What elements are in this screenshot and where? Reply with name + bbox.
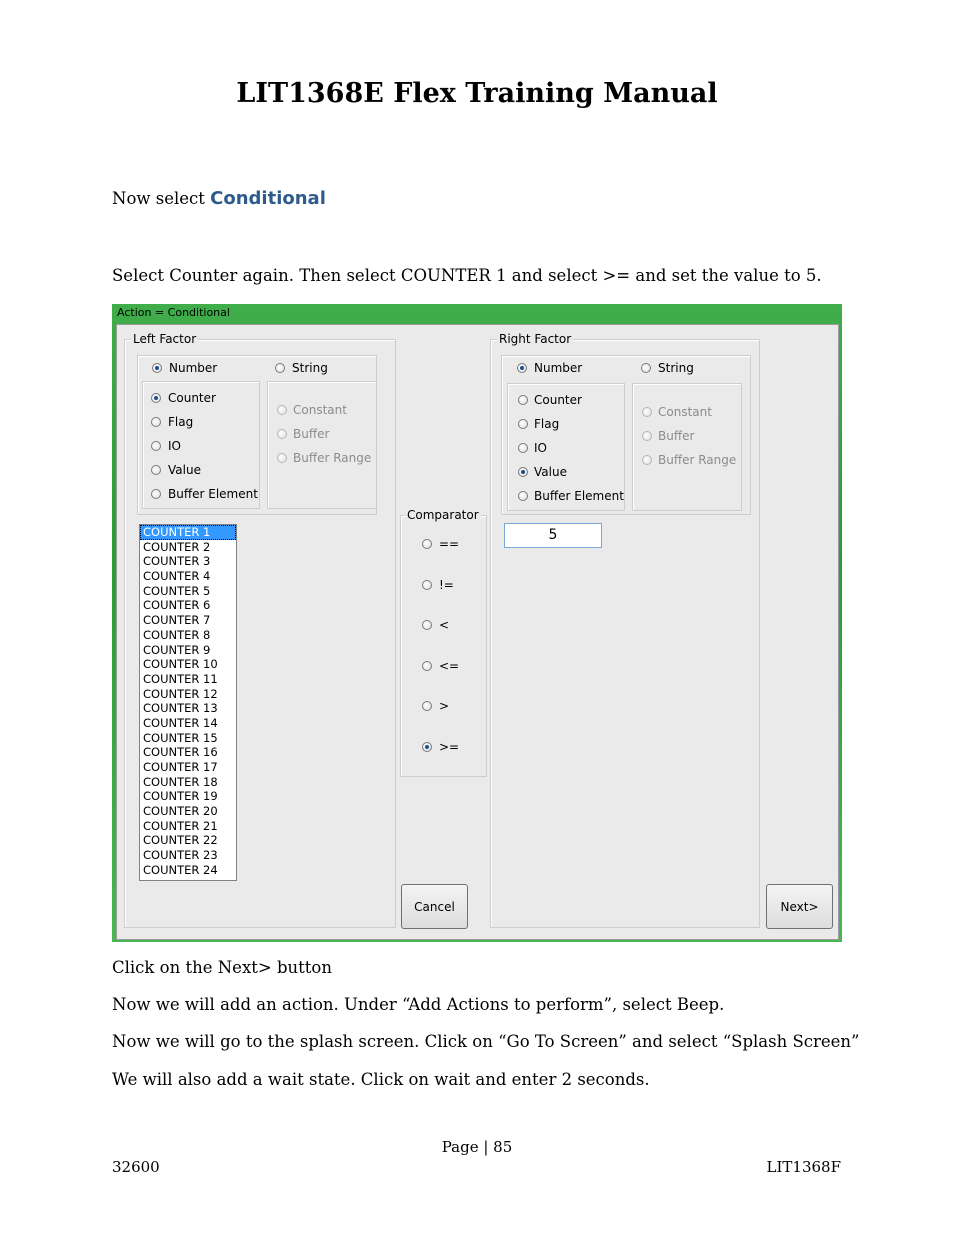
comparator-gte-label: >= (439, 740, 460, 754)
dialog-client-area (116, 324, 839, 940)
left-buffer-element-label: Buffer Element (168, 487, 258, 501)
right-string-options-frame (632, 383, 742, 511)
right-buffer-label: Buffer (658, 429, 695, 443)
conditional-highlight: Conditional (210, 188, 326, 209)
paragraph-add-action: Now we will add an action. Under “Add Actions to perform”, select Beep. (112, 995, 725, 1014)
paragraph-select-conditional (112, 188, 326, 209)
right-buffer-element-radio[interactable] (518, 491, 528, 501)
left-factor-label: Left Factor (133, 332, 197, 346)
left-flag-radio[interactable] (151, 417, 161, 427)
right-number-label: Number (534, 361, 583, 375)
left-counter-radio[interactable] (151, 393, 161, 403)
counter-list-item[interactable]: COUNTER 18 (143, 774, 218, 789)
comparator-group (400, 515, 487, 777)
counter-list-item[interactable]: COUNTER 23 (143, 848, 218, 863)
comparator-lt-radio[interactable] (422, 620, 432, 630)
counter-list-item[interactable]: COUNTER 7 (143, 613, 211, 628)
conditional-dialog-window (112, 304, 842, 942)
comparator-eq-radio[interactable] (422, 539, 432, 549)
counter-list-item[interactable]: COUNTER 9 (143, 642, 211, 657)
counter-list-item[interactable]: COUNTER 4 (143, 569, 211, 584)
left-io-label: IO (168, 439, 181, 453)
comparator-lte-label: <= (439, 659, 460, 673)
counter-list-item[interactable]: COUNTER 22 (143, 833, 218, 848)
right-string-label: String (658, 361, 694, 375)
page-number: Page | 85 (441, 1138, 513, 1156)
left-buffer-range-radio[interactable] (277, 453, 287, 463)
right-flag-label: Flag (534, 417, 560, 431)
paragraph-splash-screen: Now we will go to the splash screen. Click on “Go To Screen” and select “Splash Screen” (112, 1032, 860, 1051)
footer-left-code: 32600 (112, 1158, 160, 1176)
right-io-radio[interactable] (518, 443, 528, 453)
right-buffer-radio[interactable] (642, 431, 652, 441)
paragraph-click-next: Click on the Next> button (112, 958, 332, 977)
right-buffer-element-label: Buffer Element (534, 489, 624, 503)
right-buffer-range-radio[interactable] (642, 455, 652, 465)
right-factor-label: Right Factor (499, 332, 572, 346)
dialog-title: Action = Conditional (117, 306, 230, 319)
counter-list-item[interactable]: COUNTER 2 (143, 539, 211, 554)
left-value-radio[interactable] (151, 465, 161, 475)
right-value-label: Value (534, 465, 567, 479)
comparator-neq-label: != (439, 578, 454, 592)
right-counter-radio[interactable] (518, 395, 528, 405)
comparator-lte-radio[interactable] (422, 661, 432, 671)
left-buffer-element-radio[interactable] (151, 489, 161, 499)
left-string-radio[interactable] (275, 363, 285, 373)
counter-list-item[interactable]: COUNTER 20 (143, 804, 218, 819)
left-io-radio[interactable] (151, 441, 161, 451)
left-buffer-label: Buffer (293, 427, 330, 441)
left-string-label: String (292, 361, 328, 375)
left-number-radio[interactable] (152, 363, 162, 373)
counter-list-item[interactable]: COUNTER 6 (143, 598, 211, 613)
counter-list-item[interactable]: COUNTER 5 (143, 583, 211, 598)
left-constant-label: Constant (293, 403, 347, 417)
counter-list-item[interactable]: COUNTER 8 (143, 627, 211, 642)
counter-list-item[interactable]: COUNTER 13 (143, 701, 218, 716)
paragraph-instructions: Select Counter again. Then select COUNTER 1 and select >= and set the value to 5. (112, 266, 822, 285)
right-io-label: IO (534, 441, 547, 455)
right-constant-radio[interactable] (642, 407, 652, 417)
document-title: LIT1368E Flex Training Manual (236, 78, 718, 109)
counter-list-item[interactable]: COUNTER 21 (143, 818, 218, 833)
right-string-radio[interactable] (641, 363, 651, 373)
counter-list-item[interactable]: COUNTER 15 (143, 730, 218, 745)
right-value-radio[interactable] (518, 467, 528, 477)
left-counter-label: Counter (168, 391, 216, 405)
counter-list-item[interactable]: COUNTER 10 (143, 657, 218, 672)
counter-list-item[interactable]: COUNTER 14 (143, 715, 218, 730)
counter-list-item[interactable]: COUNTER 19 (143, 789, 218, 804)
counter-list-item[interactable]: COUNTER 1 (140, 525, 236, 540)
left-number-label: Number (169, 361, 218, 375)
counter-list-item[interactable]: COUNTER 24 (143, 862, 218, 877)
comparator-gt-radio[interactable] (422, 701, 432, 711)
right-number-radio[interactable] (517, 363, 527, 373)
left-constant-radio[interactable] (277, 405, 287, 415)
counter-list-item[interactable]: COUNTER 11 (143, 671, 218, 686)
right-value-input[interactable]: 5 (504, 523, 602, 548)
right-counter-label: Counter (534, 393, 582, 407)
counter-list-item[interactable]: COUNTER 12 (143, 686, 218, 701)
counter-list-item[interactable]: COUNTER 16 (143, 745, 218, 760)
left-buffer-range-label: Buffer Range (293, 451, 372, 465)
left-string-options-frame (267, 381, 377, 509)
left-buffer-radio[interactable] (277, 429, 287, 439)
left-flag-label: Flag (168, 415, 194, 429)
counter-listbox[interactable] (139, 524, 237, 881)
comparator-gt-label: > (439, 699, 450, 713)
paragraph-wait-state: We will also add a wait state. Click on wait and enter 2 seconds. (112, 1070, 650, 1089)
right-flag-radio[interactable] (518, 419, 528, 429)
counter-list-item[interactable]: COUNTER 3 (143, 554, 211, 569)
comparator-gte-radio[interactable] (422, 742, 432, 752)
counter-list-item[interactable]: COUNTER 17 (143, 760, 218, 774)
right-constant-label: Constant (658, 405, 712, 419)
comparator-lt-label: < (439, 618, 450, 632)
right-buffer-range-label: Buffer Range (658, 453, 737, 467)
cancel-button[interactable]: Cancel (401, 884, 468, 929)
comparator-eq-label: == (439, 537, 460, 551)
next-button[interactable]: Next> (766, 884, 833, 929)
paragraph-prefix: Now select (112, 189, 211, 208)
comparator-label: Comparator (407, 508, 479, 522)
footer-right-code: LIT1368F (766, 1158, 841, 1176)
comparator-neq-radio[interactable] (422, 580, 432, 590)
left-value-label: Value (168, 463, 201, 477)
